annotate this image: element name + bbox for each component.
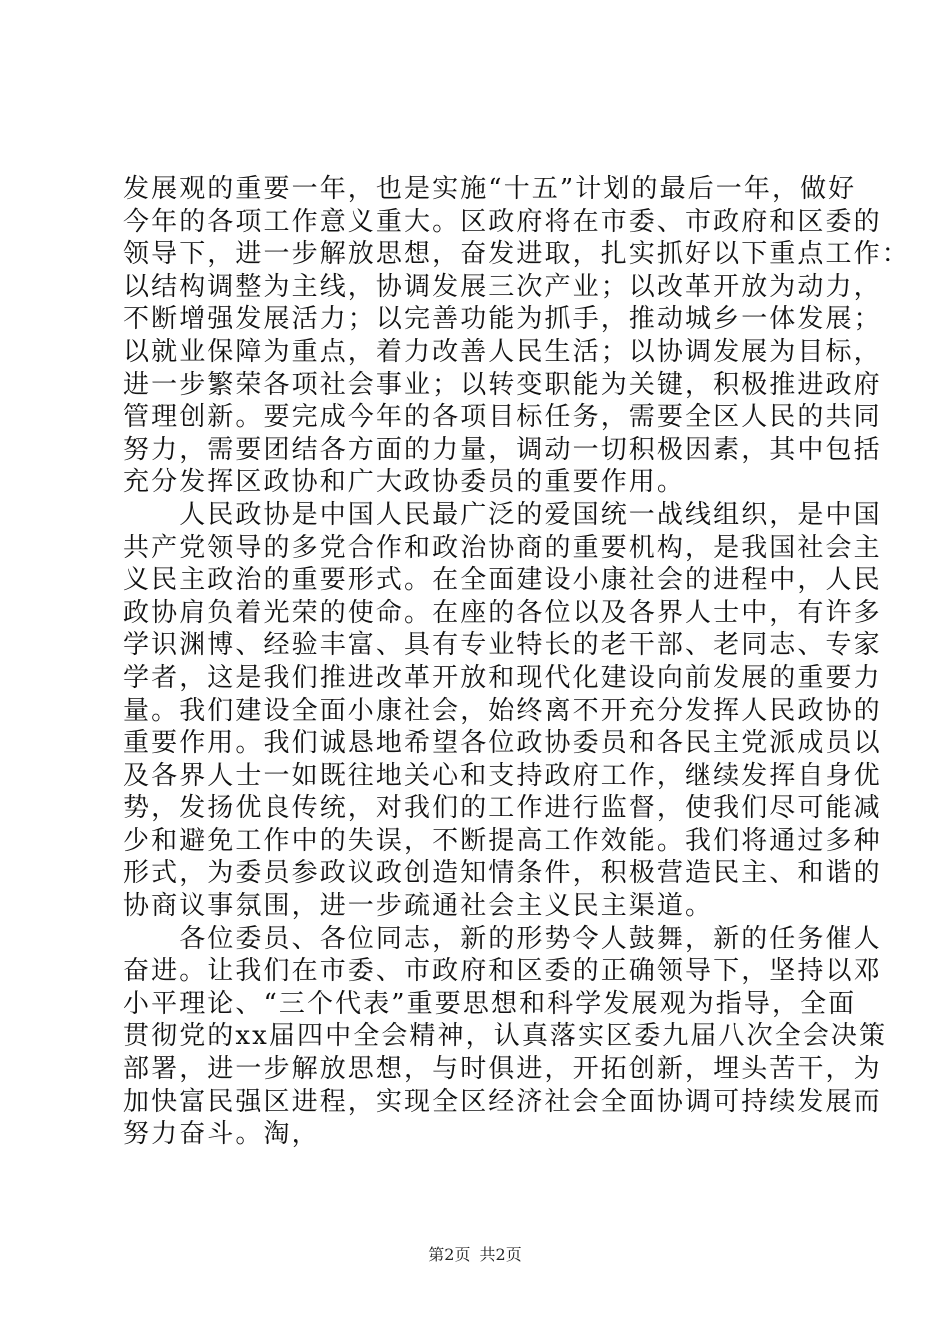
- text-line: 以结构调整为主线，协调发展三次产业；以改革开放为动力，: [123, 271, 882, 302]
- text-line: 学者，这是我们推进改革开放和现代化建设向前发展的重要力: [123, 662, 882, 693]
- text-line: 人民政协是中国人民最广泛的爱国统一战线组织，是中国: [123, 499, 882, 530]
- text-line: 小平理论、“三个代表”重要思想和科学发展观为指导，全面: [123, 988, 857, 1019]
- text-line: 量。我们建设全面小康社会，始终离不开充分发挥人民政协的: [123, 695, 882, 726]
- text-line: 共产党领导的多党合作和政治协商的重要机构，是我国社会主: [123, 532, 882, 563]
- text-line: 义民主政治的重要形式。在全面建设小康社会的进程中，人民: [123, 565, 882, 596]
- text-line: 重要作用。我们诚恳地希望各位政协委员和各民主党派成员以: [123, 728, 882, 759]
- page-number: 第2页: [428, 1245, 471, 1264]
- text-line: 部署，进一步解放思想，与时俱进，开拓创新，埋头苦干，为: [123, 1054, 882, 1085]
- text-line: 协商议事氛围，进一步疏通社会主义民主渠道。: [123, 891, 714, 922]
- page-footer: [0, 1245, 950, 1265]
- text-line: 少和避免工作中的失误，不断提高工作效能。我们将通过多种: [123, 825, 882, 856]
- text-line: 努力奋斗。淘，: [123, 1119, 320, 1150]
- text-line: 充分发挥区政协和广大政协委员的重要作用。: [123, 467, 686, 498]
- text-line: 今年的各项工作意义重大。区政府将在市委、市政府和区委的: [123, 206, 882, 237]
- text-line: 形式，为委员参政议政创造知情条件，积极营造民主、和谐的: [123, 858, 882, 889]
- text-line: 不断增强发展活力；以完善功能为抓手，推动城乡一体发展；: [123, 304, 882, 335]
- text-line: 管理创新。要完成今年的各项目标任务，需要全区人民的共同: [123, 402, 882, 433]
- text-line: 进一步繁荣各项社会事业；以转变职能为关键，积极推进政府: [123, 369, 882, 400]
- text-line: 及各界人士一如既往地关心和支持政府工作，继续发挥自身优: [123, 760, 882, 791]
- text-line: 努力，需要团结各方面的力量，调动一切积极因素，其中包括: [123, 434, 882, 465]
- text-line: 各位委员、各位同志，新的形势令人鼓舞，新的任务催人: [123, 923, 882, 954]
- body-text: [123, 173, 910, 1151]
- text-line: 奋进。让我们在市委、市政府和区委的正确领导下，坚持以邓: [123, 956, 882, 987]
- text-line: 政协肩负着光荣的使命。在座的各位以及各界人士中，有许多: [123, 597, 882, 628]
- text-line: 贯彻党的xx届四中全会精神，认真落实区委九届八次全会决策: [123, 1021, 888, 1052]
- text-line: 学识渊博、经验丰富、具有专业特长的老干部、老同志、专家: [123, 630, 882, 661]
- page-total: 共2页: [479, 1245, 522, 1264]
- text-line: 以就业保障为重点，着力改善人民生活；以协调发展为目标，: [123, 336, 882, 367]
- text-line: 加快富民强区进程，实现全区经济社会全面协调可持续发展而: [123, 1086, 882, 1117]
- text-line: 领导下，进一步解放思想，奋发进取，扎实抓好以下重点工作：: [123, 239, 910, 270]
- text-line: 势，发扬优良传统，对我们的工作进行监督，使我们尽可能减: [123, 793, 882, 824]
- text-line: 发展观的重要一年，也是实施“十五”计划的最后一年，做好: [123, 174, 857, 204]
